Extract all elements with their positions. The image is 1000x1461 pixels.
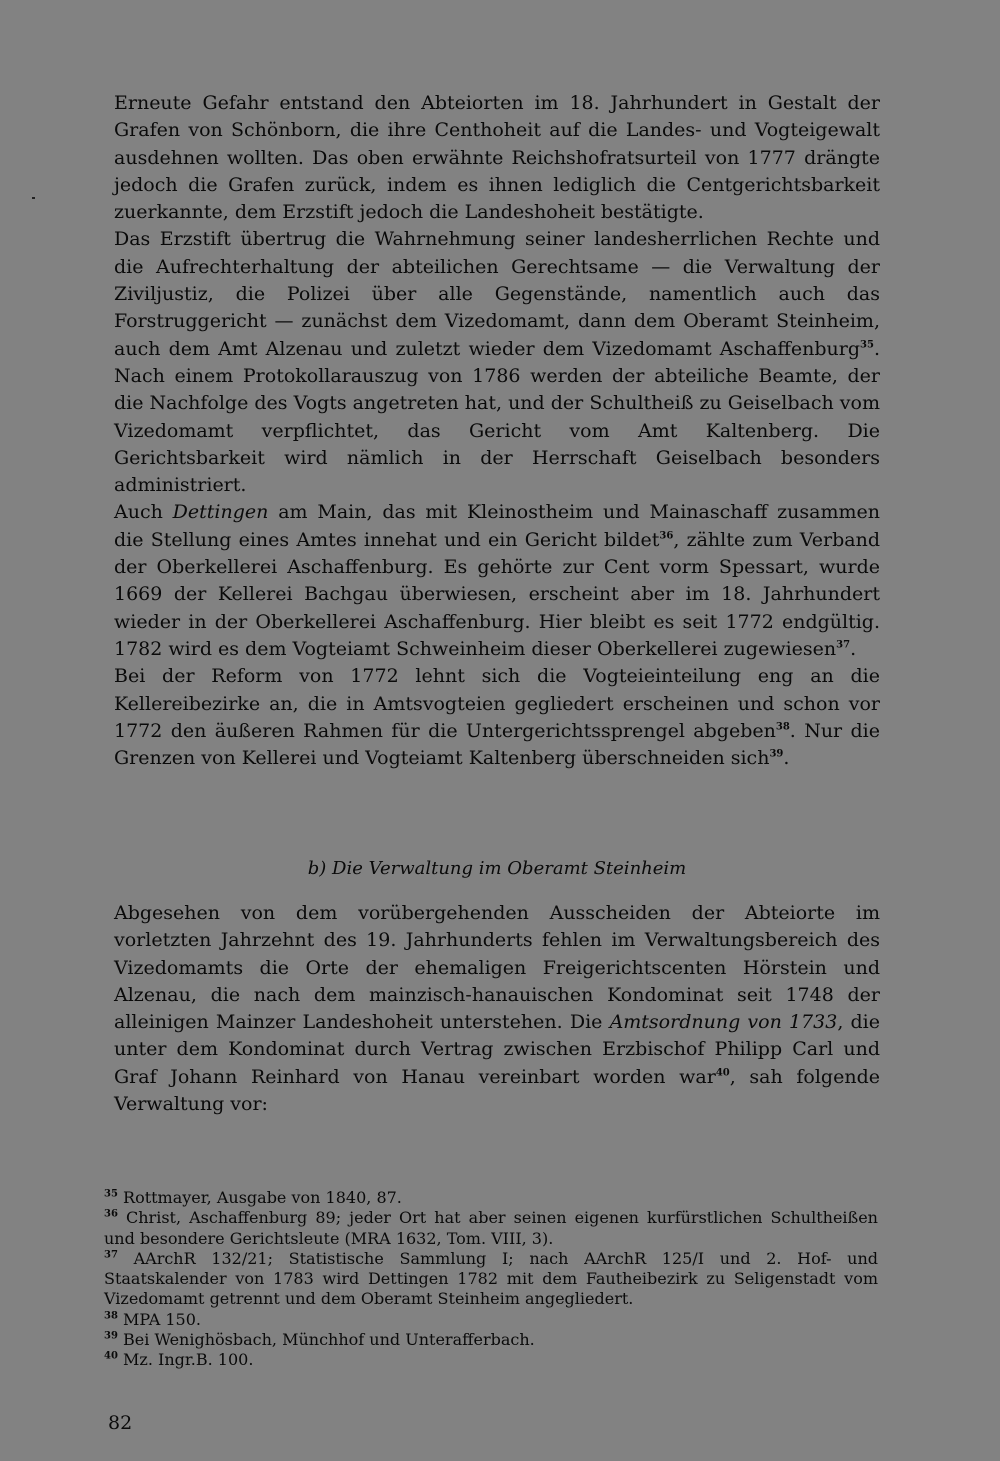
paragraph-2: Das Erzstift übertrug die Wahrnehmung seiner landesherrlichen Rechte und die Aufrechterhaltung der abteilichen Gerechtsame — die Verwaltung der Ziviljustiz, die Polizei über alle Gegenstände, namentlich auch das Forstruggericht — zunächst dem Vizedomamt, dann dem Oberamt Steinheim, auch dem Amt Alzenau und zuletzt wieder dem Vizedomamt Aschaffenburg$^{35}$. Nach einem Protokollarauszug von 1786 werden der abteiliche Beamte, der die Nachfolge des Vogts angetreten hat, und der Schultheiß zu Geiselbach vom Vizedomamt verpflichtet, das Gericht vom Amt Kaltenberg. Die Gerichtsbarkeit wird nämlich in der Herrschaft Geiselbach besonders administriert. bbox=[114, 228, 880, 497]
main-text-block bbox=[114, 90, 880, 772]
footnotes bbox=[104, 1188, 878, 1371]
emphasis-dettingen: Dettingen bbox=[172, 501, 269, 524]
footnote-ref-35: 35 bbox=[860, 339, 874, 351]
paragraph-1: Erneute Gefahr entstand den Abteiorten im 18. Jahrhundert in Gestalt der Grafen von Schönborn, die ihre Centhoheit auf die Landes- und Vogteigewalt ausdehnen wollten. Das oben erwähnte Reichshofratsurteil von 1777 drängte jedoch die Grafen zurück, indem es ihnen lediglich die Centgerichtsbarkeit zuerkannte, dem Erzstift jedoch die Landeshoheit bestätigte. bbox=[114, 92, 880, 224]
footnote: $^{38}$ MPA 150. bbox=[104, 1309, 201, 1329]
footnote-ref-39: 39 bbox=[769, 748, 784, 760]
footnote-ref-36: 36 bbox=[659, 530, 674, 542]
paragraph-5: Abgesehen von dem vorübergehenden Ausscheiden der Abteiorte im vorletzten Jahrzehnt des 19. Jahrhunderts fehlen im Verwaltungsbereich des Vizedomamts die Orte der ehemaligen Freigerichtscenten Hörstein und Alzenau, die nach dem mainzisch-hanauischen Kondominat seit 1748 der alleinigen Mainzer Landeshoheit unterstehen. Die Amtsordnung von 1733, die unter dem Kondominat durch Vertrag zwischen Erzbischof Philipp Carl und Graf Johann Reinhard von Hanau vereinbart worden war$^{40}$, sah folgende Verwaltung vor: bbox=[114, 902, 881, 1116]
footnote: $^{40}$ Mz. Ingr.B. 100. bbox=[104, 1350, 254, 1370]
page-number: 82 bbox=[108, 1412, 133, 1434]
footnote: $^{39}$ Bei Wenighösbach, Münchhof und Unterafferbach. bbox=[104, 1330, 535, 1350]
paragraph-4: Bei der Reform von 1772 lehnt sich die Vogteieinteilung eng an die Kellereibezirke an, die in Amtsvogteien gegliedert erscheinen und schon vor 1772 den äußeren Rahmen für die Untergerichtssprengel abgeben$^{38}$. Nur die Grenzen von Kellerei und Vogteiamt Kaltenberg überschneiden sich$^{39}$. bbox=[114, 665, 880, 770]
footnote-ref-37: 37 bbox=[836, 639, 851, 651]
section-text-block bbox=[114, 900, 880, 1118]
footnote: $^{35}$ Rottmayer, Ausgabe von 1840, 87. bbox=[104, 1188, 402, 1207]
scan-speck bbox=[32, 197, 35, 199]
footnote: $^{36}$ Christ, Aschaffenburg 89; jeder Ort hat aber seinen eigenen kurfürstlichen Schultheißen und besondere Gerichtsleute (MRA 1632, Tom. VIII, 3). bbox=[104, 1208, 878, 1248]
section-heading: b) Die Verwaltung im Oberamt Steinheim bbox=[307, 858, 687, 879]
paragraph-3: Auch Dettingen am Main, das mit Kleinostheim und Mainaschaff zusammen die Stellung eines Amtes innehat und ein Gericht bildet$^{36}$, zählte zum Verband der Oberkellerei Aschaffenburg. Es gehörte zur Cent vorm Spessart, wurde 1669 der Kellerei Bachgau überwiesen, erscheint aber im 18. Jahrhundert wieder in der Oberkellerei Aschaffenburg. Hier bleibt es seit 1772 endgültig. 1782 wird es dem Vogteiamt Schweinheim dieser Oberkellerei zugewiesen$^{37}$. bbox=[114, 501, 881, 660]
footnote-ref-38: 38 bbox=[775, 721, 790, 733]
emphasis-amtsordnung: Amtsordnung von 1733 bbox=[609, 1011, 838, 1034]
footnote-ref-40: 40 bbox=[715, 1067, 730, 1079]
footnote: $^{37}$ AArchR 132/21; Statistische Sammlung I; nach AArchR 125/I und 2. Hof- und Staatskalender von 1783 wird Dettingen 1782 mit dem Fautheibezirk zu Seligenstadt vom Vizedomamt getrennt und dem Oberamt Steinheim angegliedert. bbox=[104, 1248, 878, 1309]
